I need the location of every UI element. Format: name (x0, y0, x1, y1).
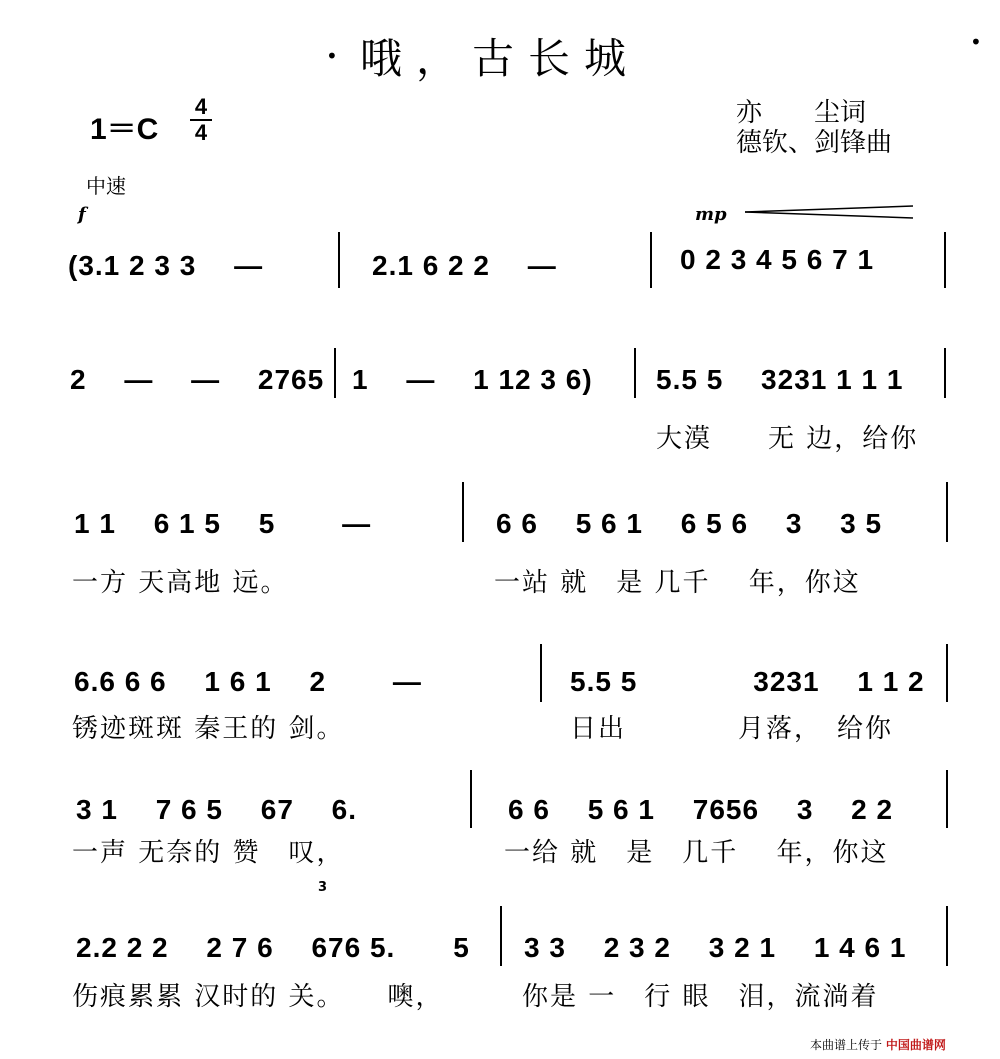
footer-text: 本曲谱上传于 (810, 1038, 883, 1052)
line1-measure3: 0 2 3 4 5 6 7 1 (680, 244, 875, 275)
line6-lyric-left: 伤痕累累 汉时的 关。 噢， (72, 982, 444, 1012)
key-signature: 1＝C (90, 113, 159, 146)
time-signature (190, 96, 212, 144)
line4-measure1: 6.6 6 6 1 6 1 2 — (74, 666, 422, 697)
line4-lyric-right: 日出 月落， 给你 (570, 714, 894, 744)
line2-measure1: 2 — — 2765 (70, 364, 325, 395)
barline (540, 644, 542, 702)
line3-lyric-left: 一方 天高地 远。 (72, 568, 289, 598)
line3-measure2: 6 6 5 6 1 6 5 6 3 3 5 (496, 508, 883, 539)
triplet-marker: 3 (318, 880, 328, 895)
barline (946, 770, 948, 828)
line2-lyric: 大漠 无 边，给你 (656, 424, 919, 454)
barline (650, 232, 652, 288)
line6-measure2: 3 3 2 3 2 3 2 1 1 4 6 1 (524, 932, 907, 963)
left-dot-mark: • (326, 44, 338, 68)
barline (946, 906, 948, 966)
line6-measure1: 2.2 2 2 2 7 6 676 5. 5 (76, 932, 470, 963)
lyricist-credit: 亦 尘词 (736, 98, 867, 128)
dynamic-mezzo-piano: mp (695, 204, 727, 225)
barline (338, 232, 340, 288)
time-signature-top: 4 (194, 94, 208, 119)
barline (944, 232, 946, 288)
line5-lyric-right: 一给 就 是 几千 年，你这 (504, 838, 889, 868)
composer-credit: 德钦、剑锋曲 (736, 128, 893, 158)
barline (334, 348, 336, 398)
line4-lyric-left: 锈迹斑斑 秦王的 剑。 (72, 714, 345, 744)
tempo-marking: 中速 (86, 174, 126, 198)
barline (634, 348, 636, 398)
line5-measure2: 6 6 5 6 1 7656 3 2 2 (508, 794, 894, 825)
dynamic-forte: f (78, 204, 86, 225)
barline (946, 644, 948, 702)
line4-measure2: 5.5 5 3231 1 1 2 (570, 666, 925, 697)
line3-measure1: 1 1 6 1 5 5 — (74, 508, 372, 539)
right-dot-mark: • (970, 30, 982, 54)
barline (946, 482, 948, 542)
line5-lyric-left: 一声 无奈的 赞 叹， (72, 838, 345, 868)
site-logo: 中国曲谱网 (885, 1038, 946, 1052)
line3-lyric-right: 一站 就 是 几千 年，你这 (494, 568, 861, 598)
song-title: 哦，古长城 (360, 34, 641, 83)
line5-measure1: 3 1 7 6 5 67 6. (76, 794, 358, 825)
time-signature-bottom: 4 (194, 120, 208, 145)
line1-measure1: (3.1 2 3 3 — (68, 250, 264, 281)
line2-measure3: 5.5 5 3231 1 1 1 (656, 364, 904, 395)
barline (470, 770, 472, 828)
line1-measure2: 2.1 6 2 2 — (372, 250, 557, 281)
footer-credit (810, 1036, 946, 1053)
barline (500, 906, 502, 966)
line2-measure2: 1 — 1 12 3 6) (352, 364, 593, 395)
barline (944, 348, 946, 398)
barline (462, 482, 464, 542)
line6-lyric-right: 你是 一 行 眼 泪，流淌着 (522, 982, 879, 1012)
crescendo-hairpin (745, 205, 915, 219)
